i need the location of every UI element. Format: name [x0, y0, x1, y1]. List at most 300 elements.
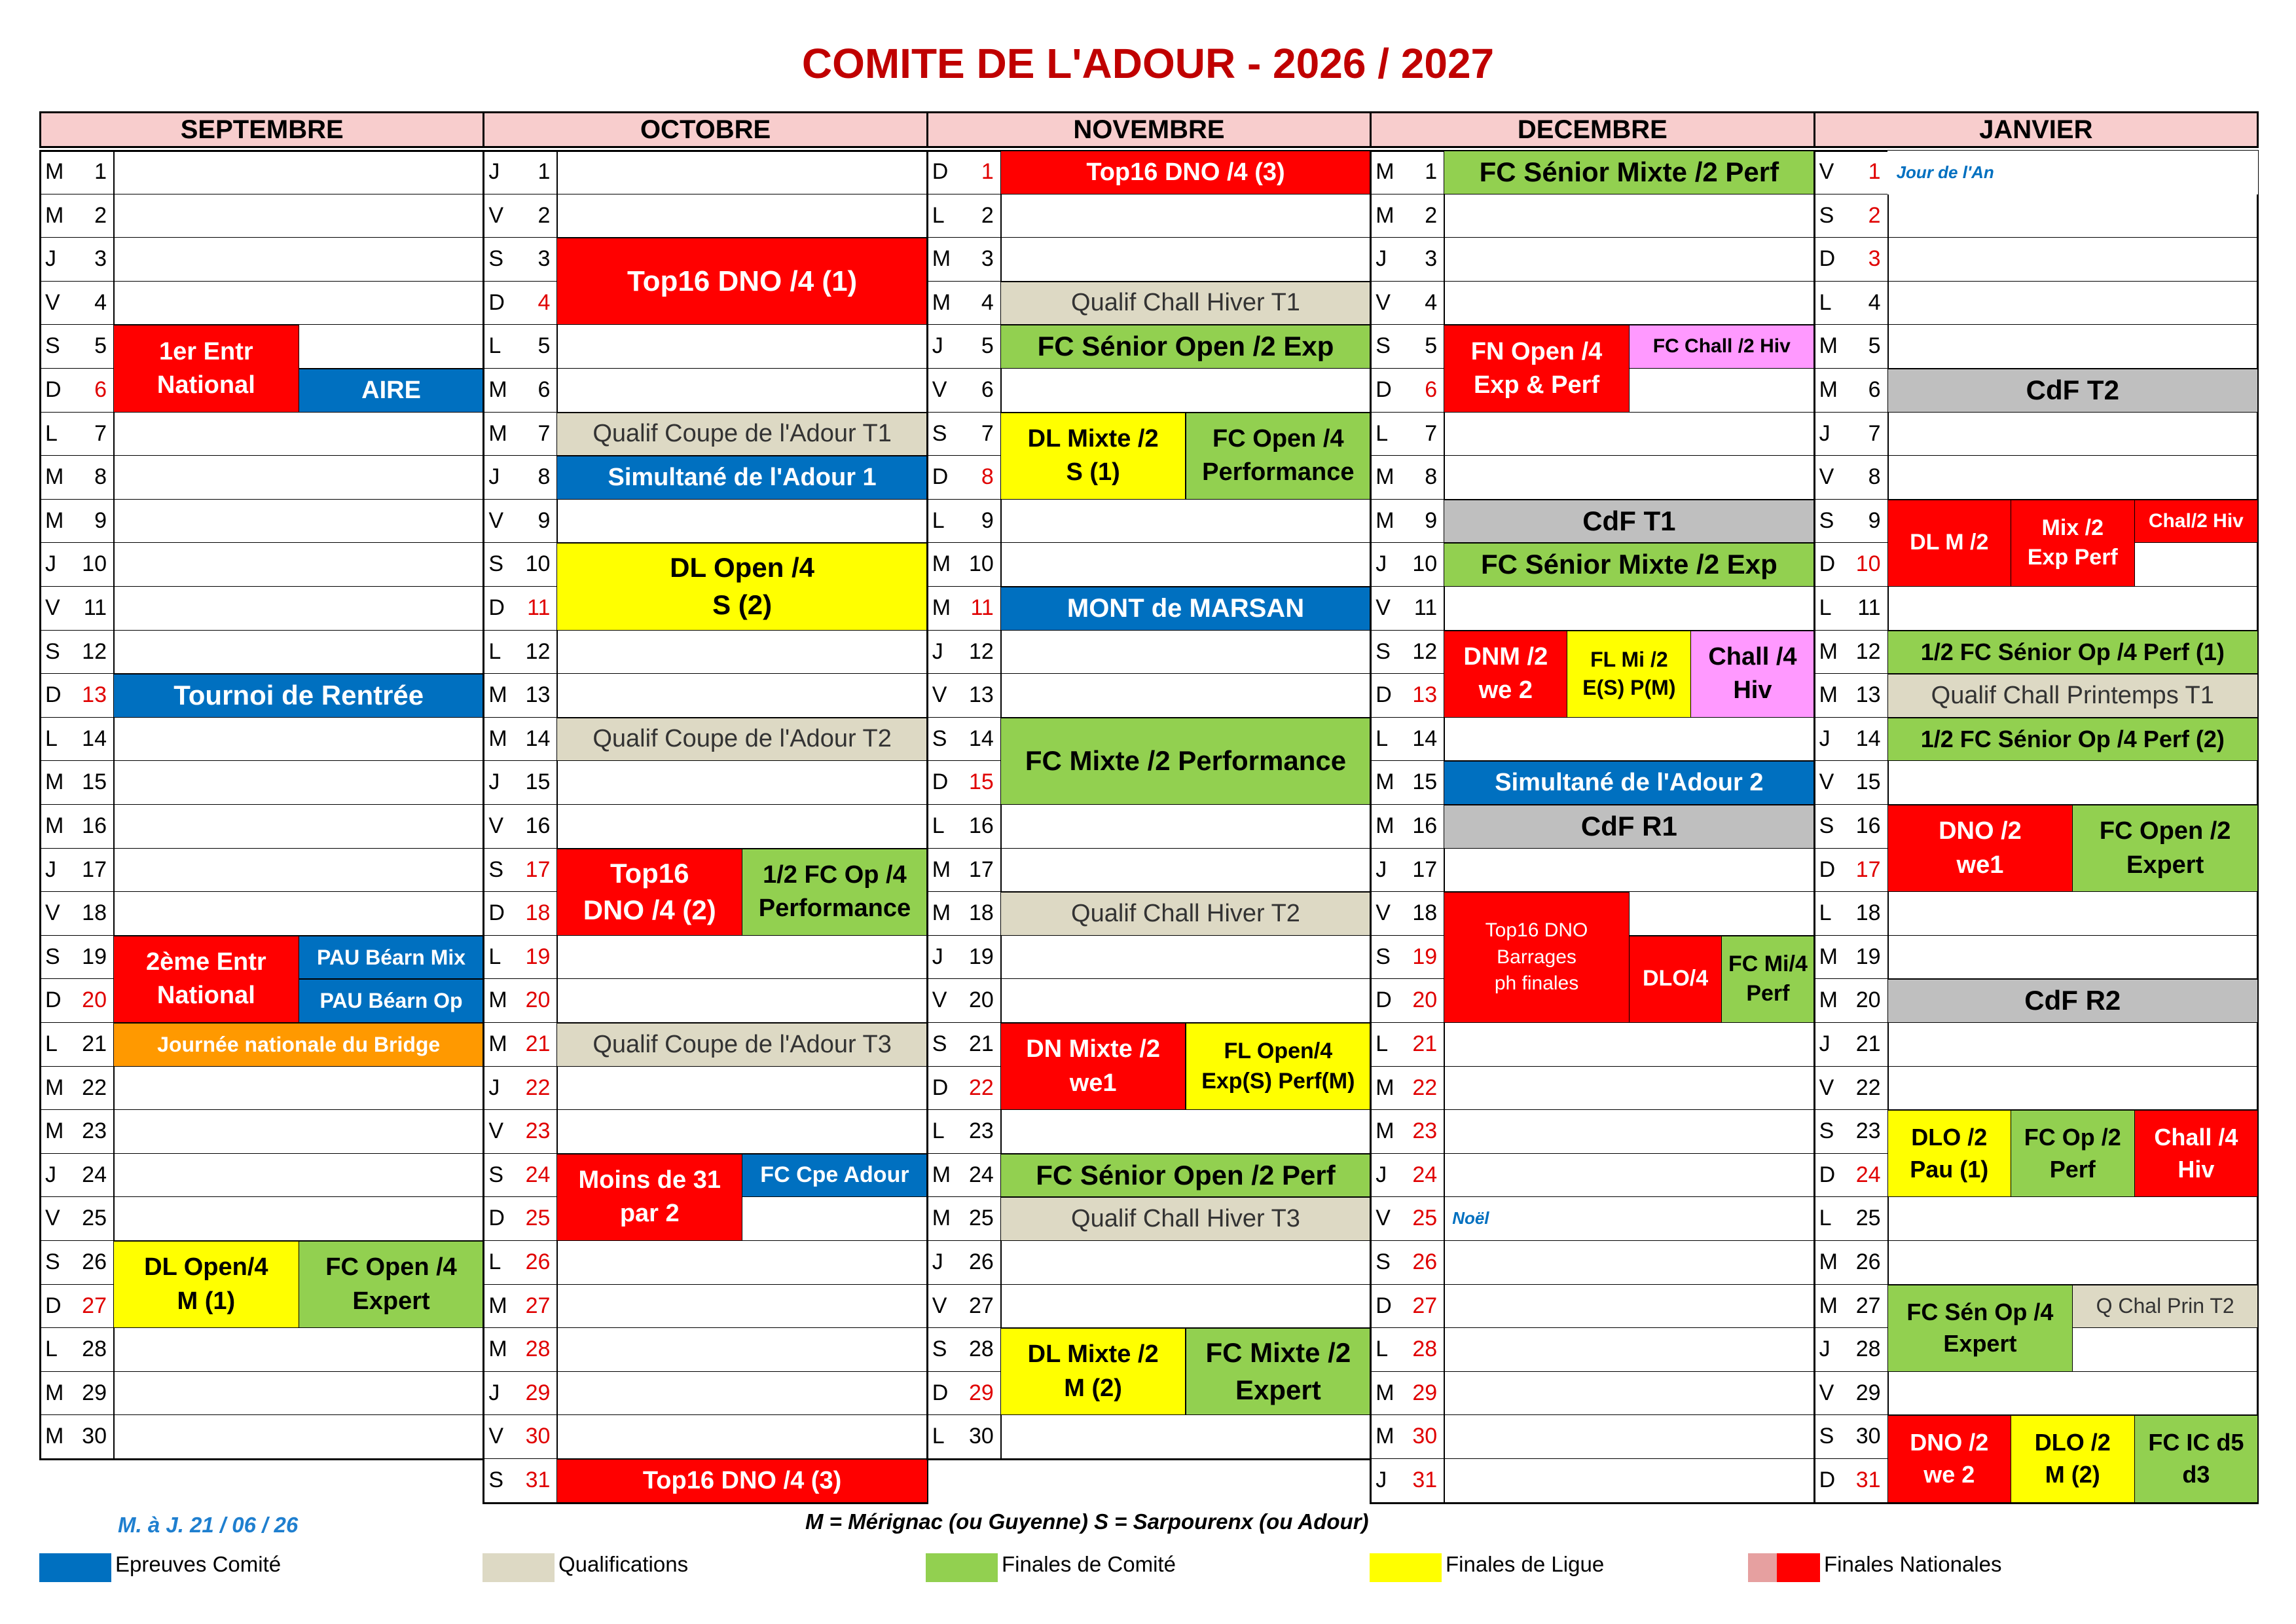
day-number: 2: [981, 202, 994, 228]
calendar-event[interactable]: Top16 DNO /4 (3): [556, 1459, 927, 1503]
day-number: 9: [538, 507, 551, 533]
day-number: 27: [1412, 1293, 1438, 1318]
weekday-letter: D: [1819, 1467, 1836, 1492]
calendar-event[interactable]: Top16 DNO /4 (3): [1000, 151, 1371, 194]
weekday-letter: L: [1819, 900, 1832, 926]
calendar-event[interactable]: FC Sénior Open /2 Exp: [1000, 325, 1371, 369]
weekday-letter: V: [1819, 1380, 1834, 1405]
day-number: 8: [1868, 464, 1881, 490]
weekday-letter: J: [488, 159, 500, 184]
day-number: 23: [82, 1118, 107, 1144]
day-number: 19: [1412, 944, 1438, 969]
legend-swatch: [926, 1553, 998, 1582]
day-number: 20: [968, 987, 994, 1013]
day-number: 12: [1412, 638, 1438, 664]
day-number: 17: [1855, 857, 1881, 882]
weekday-letter: S: [1819, 202, 1834, 228]
month-column-border: [483, 150, 928, 1504]
page-title: COMITE DE L'ADOUR - 2026 / 2027: [801, 40, 1495, 87]
day-number: 4: [1868, 289, 1881, 315]
calendar-event[interactable]: Qualif Coupe de l'Adour T2: [556, 718, 927, 762]
weekday-letter: M: [1819, 682, 1838, 708]
weekday-letter: M: [488, 726, 507, 751]
weekday-letter: J: [1819, 420, 1831, 446]
weekday-letter: J: [1376, 246, 1387, 272]
month-header-septembre: SEPTEMBRE: [39, 111, 484, 148]
day-number: 17: [968, 857, 994, 882]
day-number: 13: [82, 682, 107, 708]
weekday-letter: D: [45, 1293, 62, 1318]
weekday-letter: M: [932, 1162, 951, 1187]
calendar-event[interactable]: Qualif Coupe de l'Adour T3: [556, 1023, 927, 1067]
weekday-letter: L: [45, 1337, 58, 1362]
weekday-letter: L: [45, 420, 58, 446]
weekday-letter: J: [488, 1075, 500, 1100]
day-number: 19: [1855, 944, 1881, 969]
weekday-letter: M: [932, 1206, 951, 1231]
weekday-letter: M: [932, 857, 951, 882]
calendar-event[interactable]: 1/2 FC Sénior Op /4 Perf (2): [1887, 718, 2258, 762]
weekday-letter: S: [932, 1337, 947, 1362]
weekday-letter: L: [932, 813, 945, 838]
calendar-event[interactable]: Top16 DNO /4 (2): [556, 849, 742, 936]
calendar-event[interactable]: Simultané de l'Adour 1: [556, 456, 927, 500]
weekday-letter: V: [1819, 464, 1834, 490]
day-number: 19: [968, 944, 994, 969]
weekday-letter: L: [488, 638, 501, 664]
day-number: 28: [1855, 1337, 1881, 1362]
weekday-letter: M: [1376, 202, 1394, 228]
weekday-letter: M: [45, 159, 64, 184]
day-number: 12: [968, 638, 994, 664]
weekday-letter: M: [45, 507, 64, 533]
weekday-letter: M: [1376, 769, 1394, 795]
day-number: 5: [1425, 333, 1438, 359]
day-number: 18: [968, 900, 994, 926]
calendar-event[interactable]: DNO /2 we 2: [1887, 1415, 2011, 1502]
weekday-letter: J: [1376, 857, 1387, 882]
weekday-letter: M: [932, 289, 951, 315]
day-number: 7: [1425, 420, 1438, 446]
day-number: 17: [1412, 857, 1438, 882]
weekday-letter: S: [1376, 1249, 1391, 1274]
weekday-letter: J: [932, 333, 943, 359]
day-number: 22: [1855, 1075, 1881, 1100]
weekday-letter: J: [1819, 1031, 1831, 1056]
day-number: 13: [525, 682, 551, 708]
calendar-event[interactable]: FL Mi /2 E(S) P(M): [1567, 631, 1691, 718]
day-number: 15: [525, 769, 551, 795]
weekday-letter: M: [1819, 1293, 1838, 1318]
calendar-event[interactable]: FC IC d5 d3: [2134, 1415, 2258, 1502]
day-number: 1: [538, 159, 551, 184]
calendar-event[interactable]: FC Sénior Mixte /2 Exp: [1444, 543, 1814, 587]
weekday-letter: M: [1376, 1075, 1394, 1100]
weekday-letter: V: [932, 377, 947, 402]
calendar-event[interactable]: Qualif Chall Hiver T3: [1000, 1197, 1371, 1241]
weekday-letter: D: [932, 769, 949, 795]
weekday-letter: L: [488, 333, 501, 359]
day-number: 13: [1412, 682, 1438, 708]
weekday-letter: D: [488, 289, 505, 315]
day-number: 29: [1412, 1380, 1438, 1405]
day-number: 5: [94, 333, 107, 359]
day-number: 17: [525, 857, 551, 882]
day-number: 4: [94, 289, 107, 315]
day-number: 14: [968, 726, 994, 751]
weekday-letter: D: [1819, 1162, 1836, 1187]
weekday-letter: D: [1376, 1293, 1392, 1318]
calendar-event[interactable]: PAU Béarn Op: [299, 979, 484, 1023]
weekday-letter: S: [45, 638, 60, 664]
weekday-letter: S: [488, 246, 504, 272]
day-number: 24: [82, 1162, 107, 1187]
calendar-event[interactable]: DNM /2 we 2: [1444, 631, 1567, 718]
weekday-letter: M: [1376, 1118, 1394, 1144]
calendar-event[interactable]: DLO /2 Pau (1): [1887, 1110, 2011, 1197]
weekday-letter: V: [932, 987, 947, 1013]
day-number: 23: [1412, 1118, 1438, 1144]
day-number: 31: [525, 1467, 551, 1492]
weekday-letter: S: [45, 944, 60, 969]
calendar-event[interactable]: DL Mixte /2 M (2): [1000, 1328, 1186, 1415]
day-number: 22: [525, 1075, 551, 1100]
calendar-event[interactable]: FC Open /4 Performance: [1186, 413, 1372, 500]
day-number: 30: [1855, 1424, 1881, 1449]
calendar-event[interactable]: Journée nationale du Bridge: [113, 1023, 484, 1067]
day-number: 19: [525, 944, 551, 969]
day-number: 21: [82, 1031, 107, 1056]
weekday-letter: D: [1376, 682, 1392, 708]
calendar-event[interactable]: FC Mi/4 Perf: [1721, 936, 1814, 1023]
day-number: 20: [82, 987, 107, 1013]
day-number: 25: [1855, 1206, 1881, 1231]
calendar-event[interactable]: 1er Entr National: [113, 325, 299, 412]
weekday-letter: S: [932, 420, 947, 446]
weekday-letter: V: [1376, 595, 1391, 620]
calendar-event[interactable]: CdF T2: [1887, 369, 2258, 413]
weekday-letter: D: [932, 1075, 949, 1100]
day-number: 27: [1855, 1293, 1881, 1318]
day-number: 1: [1868, 159, 1881, 184]
weekday-letter: J: [1819, 1337, 1831, 1362]
day-number: 28: [82, 1337, 107, 1362]
day-number: 26: [1855, 1249, 1881, 1274]
calendar-event[interactable]: DNO /2 we1: [1887, 805, 2073, 892]
day-number: 11: [527, 595, 551, 620]
calendar-event[interactable]: FL Open/4 Exp(S) Perf(M): [1186, 1023, 1372, 1110]
weekday-letter: J: [1376, 1162, 1387, 1187]
calendar-event[interactable]: FC Op /2 Perf: [2011, 1110, 2135, 1197]
weekday-letter: S: [1376, 638, 1391, 664]
day-number: 30: [968, 1424, 994, 1449]
weekday-letter: M: [45, 813, 64, 838]
weekday-letter: M: [1819, 333, 1838, 359]
month-header-novembre: NOVEMBRE: [926, 111, 1372, 148]
day-number: 20: [1412, 987, 1438, 1013]
weekday-letter: D: [488, 595, 505, 620]
day-number: 30: [525, 1424, 551, 1449]
weekday-letter: S: [488, 857, 504, 882]
calendar-event[interactable]: Chal/2 Hiv: [2134, 500, 2258, 544]
weekday-letter: J: [45, 1162, 56, 1187]
weekday-letter: L: [45, 726, 58, 751]
weekday-letter: M: [45, 464, 64, 490]
calendar-event[interactable]: 2ème Entr National: [113, 936, 299, 1023]
calendar-event[interactable]: FC Chall /2 Hiv: [1629, 325, 1815, 369]
weekday-letter: V: [488, 813, 504, 838]
day-number: 9: [1425, 507, 1438, 533]
day-number: 6: [1868, 377, 1881, 402]
weekday-letter: D: [1819, 551, 1836, 577]
day-number: 26: [968, 1249, 994, 1274]
day-number: 5: [981, 333, 994, 359]
day-number: 7: [94, 420, 107, 446]
weekday-letter: V: [488, 202, 504, 228]
day-number: 19: [82, 944, 107, 969]
weekday-letter: D: [932, 464, 949, 490]
day-number: 30: [82, 1424, 107, 1449]
weekday-letter: J: [45, 551, 56, 577]
calendar-event[interactable]: FC Mixte /2 Performance: [1000, 718, 1371, 805]
day-number: 24: [1855, 1162, 1881, 1187]
calendar-event[interactable]: FC Mixte /2 Expert: [1186, 1328, 1372, 1415]
weekday-letter: D: [1376, 377, 1392, 402]
day-number: 8: [1425, 464, 1438, 490]
calendar-event[interactable]: Chall /4 Hiv: [1690, 631, 1814, 718]
weekday-letter: S: [1819, 1424, 1834, 1449]
day-number: 27: [968, 1293, 994, 1318]
day-number: 5: [1868, 333, 1881, 359]
day-number: 18: [1855, 900, 1881, 926]
weekday-letter: L: [1376, 726, 1389, 751]
day-number: 18: [1412, 900, 1438, 926]
day-number: 29: [968, 1380, 994, 1405]
weekday-letter: M: [45, 1075, 64, 1100]
day-number: 6: [1425, 377, 1438, 402]
calendar-event[interactable]: Tournoi de Rentrée: [113, 674, 484, 718]
calendar-event[interactable]: FN Open /4 Exp & Perf: [1444, 325, 1630, 412]
calendar-event[interactable]: Top16 DNO Barrages ph finales: [1444, 892, 1630, 1023]
weekday-letter: V: [1819, 769, 1834, 795]
day-number: 12: [525, 638, 551, 664]
weekday-letter: J: [488, 1380, 500, 1405]
calendar-event[interactable]: DLO/4: [1629, 936, 1722, 1023]
day-number: 28: [968, 1337, 994, 1362]
weekday-letter: L: [932, 1118, 945, 1144]
day-number: 16: [1412, 813, 1438, 838]
day-number: 7: [538, 420, 551, 446]
day-number: 6: [94, 377, 107, 402]
day-number: 27: [525, 1293, 551, 1318]
weekday-letter: V: [488, 1118, 504, 1144]
weekday-letter: M: [1819, 377, 1838, 402]
weekday-letter: D: [932, 159, 949, 184]
day-number: 10: [82, 551, 107, 577]
weekday-letter: S: [488, 551, 504, 577]
legend-label: Epreuves Comité: [115, 1552, 282, 1576]
weekday-letter: S: [932, 726, 947, 751]
weekday-letter: L: [1376, 1337, 1389, 1362]
calendar-event[interactable]: DL Mixte /2 S (1): [1000, 413, 1186, 500]
weekday-letter: J: [932, 944, 943, 969]
legend-label: Finales Nationales: [1824, 1552, 2002, 1576]
day-number: 21: [968, 1031, 994, 1056]
weekday-letter: M: [932, 551, 951, 577]
day-number: 26: [82, 1249, 107, 1274]
day-number: 18: [525, 900, 551, 926]
day-number: 20: [525, 987, 551, 1013]
weekday-letter: M: [1376, 159, 1394, 184]
weekday-letter: S: [488, 1467, 504, 1492]
weekday-letter: D: [45, 987, 62, 1013]
day-number: 15: [1412, 769, 1438, 795]
weekday-letter: V: [1819, 1075, 1834, 1100]
weekday-letter: M: [45, 1118, 64, 1144]
day-number: 12: [1855, 638, 1881, 664]
calendar-event[interactable]: Mix /2 Exp Perf: [2011, 500, 2135, 587]
day-number: 7: [981, 420, 994, 446]
weekday-letter: S: [1819, 1118, 1834, 1144]
calendar-event[interactable]: Qualif Coupe de l'Adour T1: [556, 413, 927, 456]
day-number: 8: [538, 464, 551, 490]
weekday-letter: L: [1376, 1031, 1389, 1056]
day-number: 15: [1855, 769, 1881, 795]
weekday-letter: L: [932, 507, 945, 533]
day-number: 26: [525, 1249, 551, 1274]
weekday-letter: S: [1376, 944, 1391, 969]
legend-label: Qualifications: [558, 1552, 689, 1576]
calendar-event[interactable]: CdF T1: [1444, 500, 1814, 544]
day-number: 11: [1413, 595, 1438, 620]
day-number: 5: [538, 333, 551, 359]
day-number: 28: [525, 1337, 551, 1362]
calendar-event[interactable]: Qualif Chall Hiver T1: [1000, 282, 1371, 325]
day-number: 16: [968, 813, 994, 838]
calendar-event[interactable]: Qualif Chall Hiver T2: [1000, 892, 1371, 936]
day-number: 4: [538, 289, 551, 315]
day-number: 9: [94, 507, 107, 533]
calendar-event[interactable]: Qualif Chall Printemps T1: [1887, 674, 2258, 718]
calendar-event[interactable]: FC Open /4 Expert: [299, 1241, 484, 1328]
weekday-letter: J: [932, 638, 943, 664]
day-number: 22: [82, 1075, 107, 1100]
weekday-letter: M: [488, 420, 507, 446]
day-number: 25: [968, 1206, 994, 1231]
calendar-event[interactable]: DL Open /4 S (2): [556, 543, 927, 630]
calendar-event[interactable]: DL M /2: [1887, 500, 2011, 587]
day-number: 3: [981, 246, 994, 272]
day-number: 11: [970, 595, 994, 620]
calendar-event[interactable]: Jour de l'An: [1887, 151, 2258, 194]
weekday-letter: V: [1376, 900, 1391, 926]
weekday-letter: D: [1819, 857, 1836, 882]
calendar-event[interactable]: FC Open /2 Expert: [2072, 805, 2258, 892]
day-number: 2: [538, 202, 551, 228]
month-header-janvier: JANVIER: [1813, 111, 2259, 148]
weekday-letter: M: [1376, 507, 1394, 533]
calendar-event[interactable]: FC Sén Op /4 Expert: [1887, 1285, 2073, 1372]
day-number: 3: [1425, 246, 1438, 272]
legend-key: M = Mérignac (ou Guyenne) S = Sarpourenx (ou Adour): [805, 1509, 1369, 1534]
weekday-letter: V: [45, 595, 60, 620]
update-date: M. à J. 21 / 06 / 26: [118, 1513, 299, 1537]
weekday-letter: V: [932, 1293, 947, 1318]
day-number: 13: [1855, 682, 1881, 708]
day-number: 11: [83, 595, 107, 620]
weekday-letter: M: [1376, 464, 1394, 490]
day-number: 24: [525, 1162, 551, 1187]
calendar-event[interactable]: DLO /2 M (2): [2011, 1415, 2135, 1502]
day-number: 25: [525, 1206, 551, 1231]
day-number: 16: [525, 813, 551, 838]
weekday-letter: V: [45, 289, 60, 315]
calendar-event[interactable]: CdF R1: [1444, 805, 1814, 849]
day-number: 23: [525, 1118, 551, 1144]
weekday-letter: V: [1376, 1206, 1391, 1231]
calendar-event[interactable]: 1/2 FC Op /4 Performance: [742, 849, 928, 936]
calendar-event[interactable]: Simultané de l'Adour 2: [1444, 761, 1814, 805]
weekday-letter: M: [45, 769, 64, 795]
calendar-event[interactable]: PAU Béarn Mix: [299, 936, 484, 980]
weekday-letter: S: [45, 1249, 60, 1274]
calendar-event[interactable]: DN Mixte /2 we1: [1000, 1023, 1186, 1110]
weekday-letter: D: [932, 1380, 949, 1405]
day-number: 11: [1857, 595, 1881, 620]
calendar-event[interactable]: DL Open/4 M (1): [113, 1241, 299, 1328]
calendar-event[interactable]: FC Sénior Mixte /2 Perf: [1444, 151, 1814, 194]
day-number: 14: [1855, 726, 1881, 751]
weekday-letter: S: [45, 333, 60, 359]
day-number: 29: [82, 1380, 107, 1405]
legend-label: Finales de Ligue: [1446, 1552, 1605, 1576]
day-number: 12: [82, 638, 107, 664]
weekday-letter: M: [1376, 813, 1394, 838]
day-number: 25: [1412, 1206, 1438, 1231]
calendar-event[interactable]: AIRE: [299, 369, 484, 413]
day-number: 15: [968, 769, 994, 795]
day-number: 14: [1412, 726, 1438, 751]
day-number: 4: [981, 289, 994, 315]
calendar-event[interactable]: MONT de MARSAN: [1000, 587, 1371, 631]
calendar-event[interactable]: Q Chal Prin T2: [2072, 1285, 2258, 1329]
calendar-event[interactable]: Chall /4 Hiv: [2134, 1110, 2258, 1197]
day-number: 13: [968, 682, 994, 708]
day-number: 3: [538, 246, 551, 272]
day-number: 8: [981, 464, 994, 490]
day-number: 18: [82, 900, 107, 926]
weekday-letter: M: [932, 246, 951, 272]
weekday-letter: D: [488, 1206, 505, 1231]
day-number: 21: [525, 1031, 551, 1056]
calendar-event[interactable]: FC Sénior Open /2 Perf: [1000, 1154, 1371, 1198]
weekday-letter: M: [45, 1380, 64, 1405]
calendar-event[interactable]: Top16 DNO /4 (1): [556, 238, 927, 325]
calendar-event[interactable]: CdF R2: [1887, 979, 2258, 1023]
day-number: 16: [82, 813, 107, 838]
day-number: 27: [82, 1293, 107, 1318]
weekday-letter: M: [488, 1293, 507, 1318]
calendar-event[interactable]: 1/2 FC Sénior Op /4 Perf (1): [1887, 631, 2258, 674]
weekday-letter: J: [1376, 551, 1387, 577]
weekday-letter: J: [45, 246, 56, 272]
calendar-event[interactable]: FC Cpe Adour: [742, 1154, 928, 1198]
weekday-letter: L: [932, 1424, 945, 1449]
calendar-event[interactable]: Moins de 31 par 2: [556, 1154, 742, 1241]
day-number: 10: [525, 551, 551, 577]
day-number: 29: [525, 1380, 551, 1405]
weekday-letter: V: [488, 507, 504, 533]
